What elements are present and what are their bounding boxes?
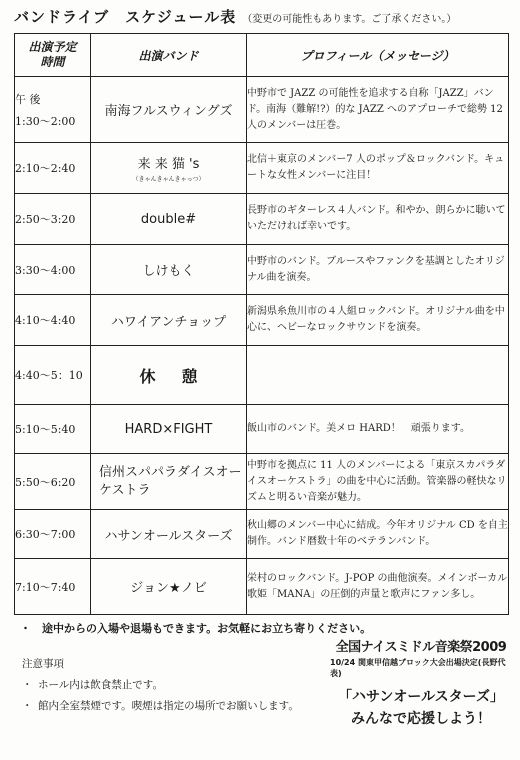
table-row bbox=[15, 454, 509, 510]
band-profile: 中野市のバンド。ブルースやファンクを基調としたオリジナル曲を演奏。 bbox=[247, 245, 509, 295]
band-name: 南海フルスウィングズ bbox=[91, 77, 247, 143]
time-cell: 6:30～7:00 bbox=[15, 510, 91, 559]
header-profile: プロフィール（メッセージ） bbox=[247, 34, 509, 77]
band-name: 信州スパパラダイスオーケストラ bbox=[91, 454, 247, 510]
time-cell: 3:30～4:00 bbox=[15, 245, 91, 295]
time-cell: 5:10～5:40 bbox=[15, 405, 91, 454]
band-name: 来 来 猫 's （きゃんきゃんきゃっつ） bbox=[91, 143, 247, 194]
band-profile bbox=[247, 346, 509, 405]
table-row bbox=[15, 245, 509, 295]
promo-qualification: 10/24 関東甲信越ブロック大会出場決定(長野代表) bbox=[330, 658, 506, 678]
promo-festival: 全国ナイスミドル音楽祭2009 bbox=[335, 640, 507, 655]
band-profile: 中野市を拠点に 11 人のメンバーによる「東京スカパラダイスオーケストラ」の曲を中心に活動。管楽器の軽快なリズムと明るい音楽が魅力。 bbox=[247, 454, 509, 510]
break-label: 休憩 bbox=[91, 346, 247, 405]
table-row bbox=[15, 295, 509, 346]
time-cell: 5:50～6:20 bbox=[15, 454, 91, 510]
page-header bbox=[14, 6, 514, 30]
table-row bbox=[15, 194, 509, 245]
note-item: ・ 館内全室禁煙です。喫煙は指定の場所でお願いします。 bbox=[22, 696, 299, 717]
time-cell: 午 後 1:30～2:00 bbox=[15, 77, 91, 143]
bullet-icon: ・ bbox=[22, 700, 33, 712]
table-row-break bbox=[15, 346, 509, 405]
time-cell: 2:50～3:20 bbox=[15, 194, 91, 245]
band-profile: 栄村のロックバンド。J-POP の曲他演奏。メインボーカル歌姫「MANA」の圧倒的声量と歌声にファン多し。 bbox=[247, 559, 509, 615]
band-profile: 新潟県糸魚川市の４人組ロックバンド。オリジナル曲を中心に、ヘビーなロックサウンドを演奏。 bbox=[247, 295, 509, 346]
time-cell: 4:40～5：10 bbox=[15, 346, 91, 405]
table-header-row bbox=[15, 34, 509, 77]
table-row bbox=[15, 510, 509, 559]
time-cell: 7:10～7:40 bbox=[15, 559, 91, 615]
change-notice: （変更の可能性もあります。ご了承ください。） bbox=[242, 14, 457, 25]
band-name: ハサンオールスターズ bbox=[91, 510, 247, 559]
promo-cheer: みんなで応援しよう！ bbox=[351, 711, 491, 727]
note-item: ・ ホール内は飲食禁止です。 bbox=[22, 675, 299, 696]
band-name: ハワイアンチョップ bbox=[91, 295, 247, 346]
header-band: 出演バンド bbox=[91, 34, 247, 77]
table-row bbox=[15, 143, 509, 194]
band-profile: 北信＋東京のメンバー7 人のポップ＆ロックバンド。キュートな女性メンバーに注目！ bbox=[247, 143, 509, 194]
band-profile: 長野市のギターレス４人バンド。和やか、朗らかに聴いていただければ幸いです。 bbox=[247, 194, 509, 245]
bullet-icon: ・ bbox=[22, 679, 33, 691]
band-reading: （きゃんきゃんきゃっつ） bbox=[132, 176, 205, 183]
table-row bbox=[15, 405, 509, 454]
promo-band: 「ハサンオールスターズ」 bbox=[338, 689, 504, 705]
time-cell: 2:10～2:40 bbox=[15, 143, 91, 194]
page-title: バンドライブ スケジュール表 bbox=[14, 8, 237, 26]
schedule-table bbox=[14, 33, 509, 615]
band-name: ジョン★ノビ bbox=[91, 559, 247, 615]
time-cell: 4:10～4:40 bbox=[15, 295, 91, 346]
notes-title: 注意事項 bbox=[22, 658, 64, 670]
band-name: HARD×FIGHT bbox=[91, 405, 247, 454]
band-profile: 中野市で JAZZ の可能性を追求する自称「JAZZ」バンド。南海（難解!?）的な JAZZ へのアプローチで総勢 12 人のメンバーは圧巻。 bbox=[247, 77, 509, 143]
band-profile: 飯山市のバンド。美メロ HARD！ 頑張ります。 bbox=[247, 405, 509, 454]
header-time: 出演予定 時間 bbox=[15, 34, 91, 77]
table-row bbox=[15, 77, 509, 143]
table-row bbox=[15, 559, 509, 615]
promo-block bbox=[326, 636, 516, 728]
band-name: しけもく bbox=[91, 245, 247, 295]
notes-section bbox=[22, 656, 299, 717]
band-profile: 秋山郷のメンバー中心に結成。今年オリジナル CD を自主制作。バンド暦数十年のベテランバンド。 bbox=[247, 510, 509, 559]
band-name: double# bbox=[91, 194, 247, 245]
entry-note: ・ 途中からの入場や退場もできます。お気軽にお立ち寄りください。 bbox=[20, 622, 372, 635]
